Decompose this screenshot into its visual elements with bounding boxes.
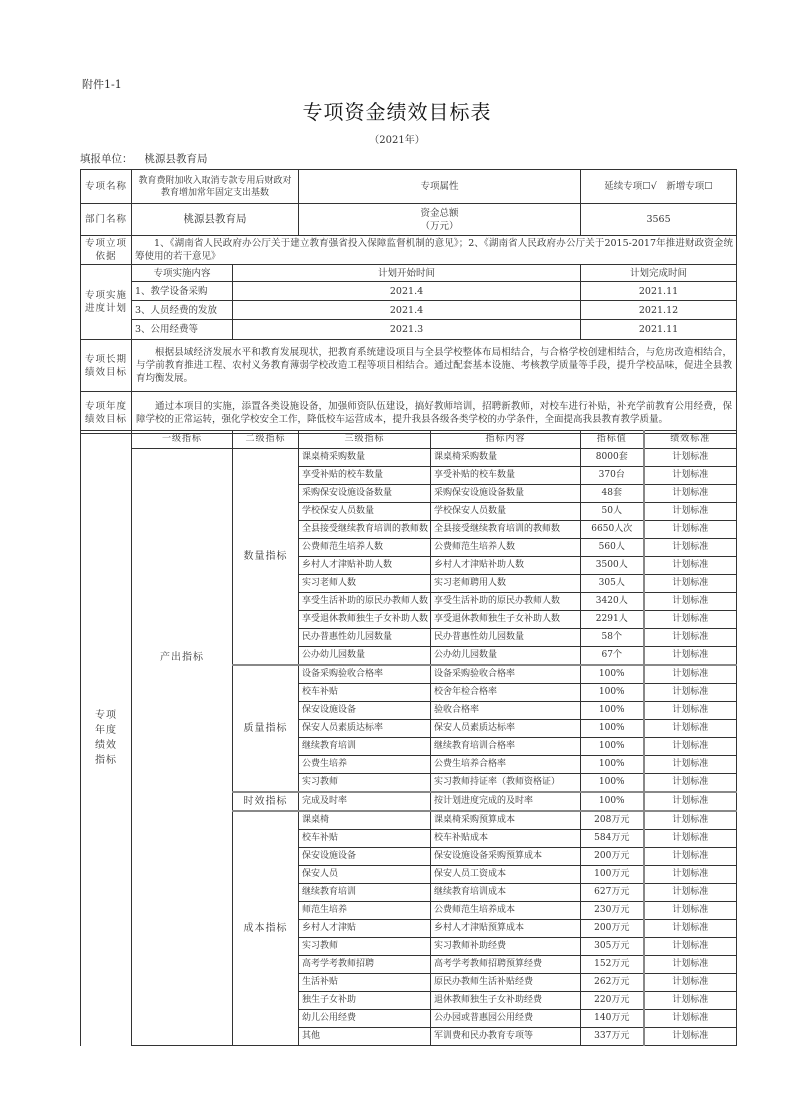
indicator-value: 370台 [581,467,644,485]
performance-standard: 计划标准 [644,720,737,738]
longterm-goal-value: 根据县域经济发展水平和教育发展现状，把教育系统建设项目与全县学校整体布局相结合，与合格学校创建相结合，与危房改造相结合，与学前教育推进工程、农村义务教育薄弱学校改造工程等项目相结合。通过配套基本设施、考核教学质量等手段，提升学校品味，促进全县教育均衡发展。 [132,340,737,392]
fund-total-label-cell [299,204,581,236]
performance-standard: 计划标准 [644,1028,737,1046]
header-value: 指标值 [581,431,644,449]
indicator-content: 军训费和民办教育专项等 [431,1028,581,1046]
level3-indicator: 享受退休教师独生子女补助人数 [299,611,431,629]
performance-standard: 计划标准 [644,702,737,720]
performance-standard: 计划标准 [644,521,737,539]
level3-indicator: 乡村人才津贴补助人数 [299,557,431,575]
level3-indicator: 民办普惠性幼儿园数量 [299,629,431,647]
level3-indicator: 实习老师人数 [299,575,431,593]
indicator-value: 584万元 [581,830,644,848]
indicator-value: 100万元 [581,866,644,884]
header-standard: 绩效标准 [644,431,737,449]
indicator-value: 3500人 [581,557,644,575]
level1-indicator: 产出指标 [132,449,233,1046]
indicator-value: 100% [581,684,644,702]
plan-content: 1、教学设备采购 [132,282,233,301]
plan-content: 3、人员经费的发放 [132,301,233,320]
dept-row [81,204,737,236]
indicator-content: 公办园或普惠园公用经费 [431,1010,581,1028]
indicator-content: 设备采购验收合格率 [431,665,581,684]
indicator-value: 100% [581,702,644,720]
indicator-content: 民办普惠性幼儿园数量 [431,629,581,647]
indicator-content: 继续教育培训成本 [431,884,581,902]
performance-standard: 计划标准 [644,938,737,956]
reporting-unit-label: 填报单位： [80,153,133,165]
plan-start: 2021.3 [233,320,581,340]
plan-row [81,301,737,320]
performance-standard: 计划标准 [644,848,737,866]
indicator-value: 50人 [581,503,644,521]
indicator-content: 实习教师持证率（教师资格证） [431,774,581,793]
indicator-value: 262万元 [581,974,644,992]
project-name-value: 教育费附加收入取消专款专用后财政对教育增加常年固定支出基数 [132,170,299,204]
project-name-label: 专项名称 [81,170,132,204]
level3-indicator: 公办幼儿园数量 [299,647,431,666]
annual-goal-label: 专项年度绩效目标 [81,392,132,434]
level3-indicator: 继续教育培训 [299,738,431,756]
plan-content: 3、公用经费等 [132,320,233,340]
indicator-content: 保安人员素质达标率 [431,720,581,738]
basic-info-table [80,169,737,434]
indicator-value: 200万元 [581,848,644,866]
performance-standard: 计划标准 [644,593,737,611]
indicator-row [81,449,737,467]
performance-standard: 计划标准 [644,611,737,629]
indicator-value: 100% [581,665,644,684]
basis-row [81,236,737,265]
performance-standard: 计划标准 [644,575,737,593]
performance-standard: 计划标准 [644,629,737,647]
indicator-value: 2291人 [581,611,644,629]
performance-standard: 计划标准 [644,557,737,575]
annual-indicator-label: 专项 年度 绩效 指标 [81,431,132,1046]
indicator-value: 67个 [581,647,644,666]
header-content: 指标内容 [431,431,581,449]
fund-total-label: 资金总额 [420,207,459,219]
indicator-content: 公办幼儿园数量 [431,647,581,666]
indicator-value: 560人 [581,539,644,557]
plan-row [81,282,737,301]
performance-standard: 计划标准 [644,539,737,557]
fund-total-value: 3565 [581,204,737,236]
level3-indicator: 实习教师 [299,938,431,956]
indicator-value: 100% [581,738,644,756]
level3-indicator: 校车补贴 [299,830,431,848]
level3-indicator: 生活补贴 [299,974,431,992]
indicator-content: 验收合格率 [431,702,581,720]
annual-goal-row [81,392,737,434]
dept-value: 桃源县教育局 [132,204,299,236]
performance-standard: 计划标准 [644,467,737,485]
level3-indicator: 其他 [299,1028,431,1046]
level2-indicator: 成本指标 [233,811,299,1046]
indicator-content: 乡村人才津贴预算成本 [431,920,581,938]
indicator-content: 享受补贴的校车数量 [431,467,581,485]
indicator-content: 按计划进度完成的及时率 [431,792,581,811]
fund-total-unit: （万元） [420,220,459,232]
indicator-value: 230万元 [581,902,644,920]
level2-indicator: 质量指标 [233,665,299,792]
level3-indicator: 乡村人才津贴 [299,920,431,938]
indicator-header-row [81,431,737,449]
project-attr-label: 专项属性 [299,170,581,204]
project-name-row [81,170,737,204]
plan-label: 专项实施进度计划 [81,265,132,340]
indicator-content: 乡村人才津贴补助人数 [431,557,581,575]
reporting-unit [80,151,208,166]
indicator-value: 337万元 [581,1028,644,1046]
performance-standard: 计划标准 [644,774,737,793]
indicator-content: 原民办教师生活补贴经费 [431,974,581,992]
level3-indicator: 享受补贴的校车数量 [299,467,431,485]
indicator-value: 100% [581,720,644,738]
plan-start: 2021.4 [233,282,581,301]
level3-indicator: 校车补贴 [299,684,431,702]
performance-standard: 计划标准 [644,866,737,884]
indicator-value: 140万元 [581,1010,644,1028]
performance-standard: 计划标准 [644,756,737,774]
level3-indicator: 享受生活补助的原民办教师人数 [299,593,431,611]
performance-standard: 计划标准 [644,956,737,974]
indicator-content: 保安设施设备采购预算成本 [431,848,581,866]
indicator-value: 100% [581,792,644,811]
reporting-unit-value: 桃源县教育局 [144,153,208,165]
indicator-value: 48套 [581,485,644,503]
indicator-value: 305万元 [581,938,644,956]
indicator-value: 6650人次 [581,521,644,539]
plan-end: 2021.11 [581,282,737,301]
indicator-content: 校车补贴成本 [431,830,581,848]
indicator-value: 305人 [581,575,644,593]
indicator-content: 继续教育培训合格率 [431,738,581,756]
level2-indicator: 时效指标 [233,792,299,811]
indicator-content: 实习老师聘用人数 [431,575,581,593]
level3-indicator: 完成及时率 [299,792,431,811]
performance-standard: 计划标准 [644,684,737,702]
indicator-value: 100% [581,774,644,793]
dept-label: 部门名称 [81,204,132,236]
level3-indicator: 学校保安人员数量 [299,503,431,521]
performance-standard: 计划标准 [644,830,737,848]
level3-indicator: 保安设施设备 [299,702,431,720]
plan-header-row [81,265,737,282]
level3-indicator: 实习教师 [299,774,431,793]
performance-standard: 计划标准 [644,449,737,467]
indicator-value: 58个 [581,629,644,647]
longterm-goal-label: 专项长期绩效目标 [81,340,132,392]
plan-start: 2021.4 [233,301,581,320]
level3-indicator: 全县接受继续教育培训的教师数 [299,521,431,539]
performance-standard: 计划标准 [644,920,737,938]
project-attr-value: 延续专项☐√ 新增专项☐ [581,170,737,204]
annual-goal-value: 通过本项目的实施，添置各类设施设备，加强师资队伍建设，搞好教师培训，招聘新教师，对校车进行补贴，补充学前教育公用经费，保障学校的正常运转，强化学校安全工作，降低校车运营成本，提升我县各级各类学校的办学条件，全面提高我县教育教学质量。 [132,392,737,434]
header-level2: 二级指标 [233,431,299,449]
page-title: 专项资金绩效目标表 [302,100,492,124]
level3-indicator: 公费生培养 [299,756,431,774]
level3-indicator: 高考学考教师招聘 [299,956,431,974]
plan-row [81,320,737,340]
indicator-content: 课桌椅采购数量 [431,449,581,467]
level3-indicator: 设备采购验收合格率 [299,665,431,684]
indicator-content: 学校保安人员数量 [431,503,581,521]
indicator-content: 享受生活补助的原民办教师人数 [431,593,581,611]
indicator-content: 享受退休教师独生子女补助人数 [431,611,581,629]
level3-indicator: 独生子女补助 [299,992,431,1010]
level2-indicator: 数量指标 [233,449,299,666]
performance-standard: 计划标准 [644,974,737,992]
indicator-value: 100% [581,756,644,774]
basis-label: 专项立项依据 [81,236,132,265]
year-label: （2021年） [369,135,425,146]
level3-indicator: 课桌椅采购数量 [299,449,431,467]
indicator-content: 高考学考教师招聘预算经费 [431,956,581,974]
basis-value: 1、《湖南省人民政府办公厅关于建立教育强省投入保障监督机制的意见》；2、《湖南省人民政府办公厅关于2015-2017年推进财政资金统筹使用的若干意见》 [132,236,737,265]
indicator-value: 152万元 [581,956,644,974]
indicator-content: 公费师范生培养人数 [431,539,581,557]
indicator-value: 220万元 [581,992,644,1010]
indicator-value: 8000套 [581,449,644,467]
indicator-content: 公费师范生培养成本 [431,902,581,920]
performance-standard: 计划标准 [644,503,737,521]
level3-indicator: 采购保安设施设备数量 [299,485,431,503]
indicator-table [80,430,737,1046]
level3-indicator: 幼儿公用经费 [299,1010,431,1028]
performance-standard: 计划标准 [644,884,737,902]
level3-indicator: 公费师范生培养人数 [299,539,431,557]
header-level1: 一级指标 [132,431,233,449]
indicator-content: 保安人员工资成本 [431,866,581,884]
level3-indicator: 保安人员 [299,866,431,884]
level3-indicator: 师范生培养 [299,902,431,920]
indicator-value: 627万元 [581,884,644,902]
level3-indicator: 课桌椅 [299,811,431,830]
performance-standard: 计划标准 [644,811,737,830]
indicator-value: 3420人 [581,593,644,611]
indicator-content: 全县接受继续教育培训的教师数 [431,521,581,539]
performance-standard: 计划标准 [644,665,737,684]
indicator-content: 退休教师独生子女补助经费 [431,992,581,1010]
level3-indicator: 保安设施设备 [299,848,431,866]
indicator-content: 校舍年检合格率 [431,684,581,702]
indicator-content: 采购保安设施设备数量 [431,485,581,503]
plan-header-start: 计划开始时间 [233,265,581,282]
performance-standard: 计划标准 [644,738,737,756]
indicator-content: 公费生培养合格率 [431,756,581,774]
indicator-content: 实习教师补助经费 [431,938,581,956]
plan-header-content: 专项实施内容 [132,265,233,282]
performance-standard: 计划标准 [644,902,737,920]
performance-standard: 计划标准 [644,647,737,666]
level3-indicator: 保安人员素质达标率 [299,720,431,738]
header-level3: 三级指标 [299,431,431,449]
indicator-content: 课桌椅采购预算成本 [431,811,581,830]
performance-standard: 计划标准 [644,992,737,1010]
performance-standard: 计划标准 [644,1010,737,1028]
level3-indicator: 继续教育培训 [299,884,431,902]
plan-header-end: 计划完成时间 [581,265,737,282]
indicator-value: 200万元 [581,920,644,938]
longterm-goal-row [81,340,737,392]
indicator-value: 208万元 [581,811,644,830]
performance-standard: 计划标准 [644,485,737,503]
plan-end: 2021.12 [581,301,737,320]
attachment-label: 附件1-1 [82,78,122,91]
plan-end: 2021.11 [581,320,737,340]
performance-standard: 计划标准 [644,792,737,811]
